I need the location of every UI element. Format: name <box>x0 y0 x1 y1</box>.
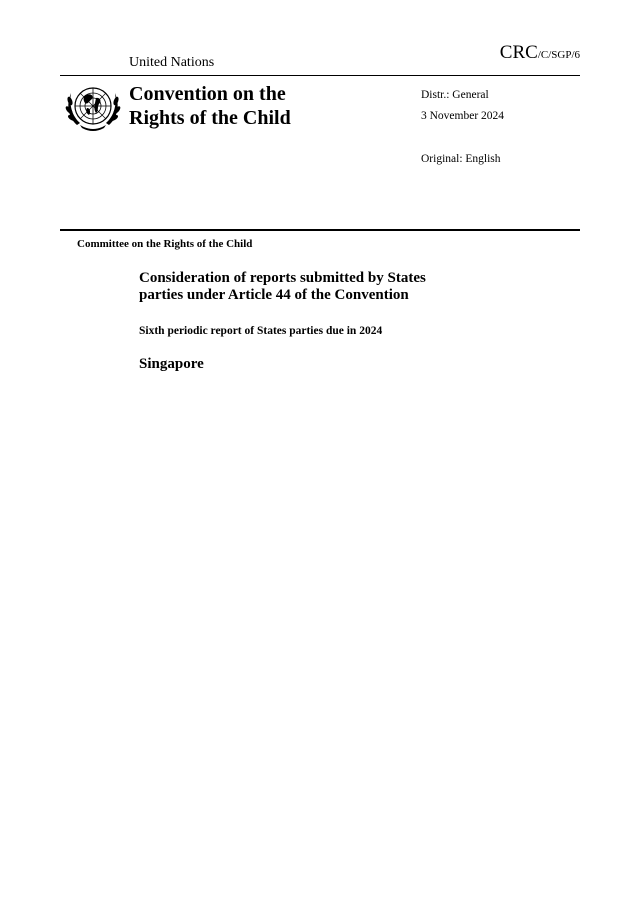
document-symbol <box>500 42 580 64</box>
header-rule <box>60 75 580 76</box>
body-title-line-2: Rights of the Child <box>129 107 291 129</box>
report-heading <box>139 270 426 304</box>
organization-name: United Nations <box>129 55 215 70</box>
section-rule <box>60 229 580 231</box>
body-title-line-1: Convention on the <box>129 83 286 105</box>
document-symbol-main: CRC <box>499 42 538 63</box>
report-heading-line-1: Consideration of reports submitted by States <box>139 270 426 286</box>
un-emblem-icon <box>64 81 122 133</box>
issue-date: 3 November 2024 <box>421 110 505 122</box>
country-name: Singapore <box>139 356 204 372</box>
report-subheading: Sixth periodic report of States parties due in 2024 <box>139 325 383 337</box>
original-language: Original: English <box>421 153 501 165</box>
distribution: Distr.: General <box>421 89 489 101</box>
report-heading-line-2: parties under Article 44 of the Convention <box>139 287 409 303</box>
committee-name: Committee on the Rights of the Child <box>77 238 253 250</box>
body-title <box>129 82 291 130</box>
document-symbol-suffix: /C/SGP/6 <box>537 49 580 61</box>
